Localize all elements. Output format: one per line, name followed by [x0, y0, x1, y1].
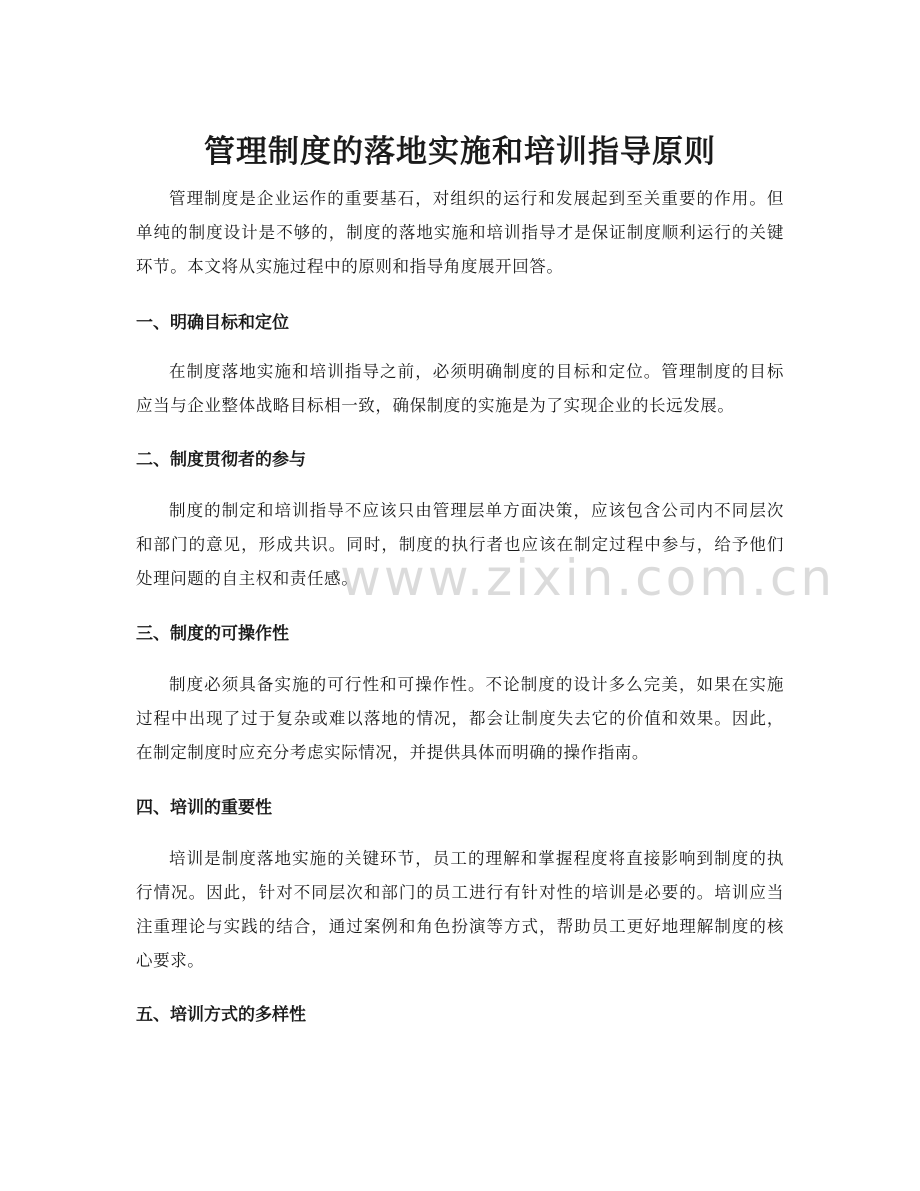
section-1-body: 在制度落地实施和培训指导之前，必须明确制度的目标和定位。管理制度的目标应当与企业整体战略目标相一致，确保制度的实施是为了实现企业的长远发展。	[136, 362, 784, 415]
document-title: 管理制度的落地实施和培训指导原则	[204, 133, 716, 170]
section-3-heading: 三、制度的可操作性	[136, 624, 289, 644]
section-2-heading: 二、制度贯彻者的参与	[136, 450, 306, 470]
intro-paragraph: 管理制度是企业运作的重要基石，对组织的运行和发展起到至关重要的作用。但单纯的制度设计是不够的，制度的落地实施和培训指导才是保证制度顺利运行的关键环节。本文将从实施过程中的原则和指导角度展开回答。	[136, 189, 784, 276]
section-4-heading: 四、培训的重要性	[136, 798, 272, 818]
watermark: www.zixin.com.cn	[340, 549, 836, 607]
section-1-heading: 一、明确目标和定位	[136, 313, 289, 333]
section-5-heading: 五、培训方式的多样性	[136, 1005, 306, 1025]
section-3-body: 制度必须具备实施的可行性和可操作性。不论制度的设计多么完美，如果在实施过程中出现了过于复杂或难以落地的情况，都会让制度失去它的价值和效果。因此，在制定制度时应充分考虑实际情况，并提供具体而明确的操作指南。	[136, 675, 784, 762]
section-2-body: 制度的制定和培训指导不应该只由管理层单方面决策，应该包含公司内不同层次和部门的意见，形成共识。同时，制度的执行者也应该在制定过程中参与，给予他们处理问题的自主权和责任感。	[136, 501, 784, 588]
section-4-body: 培训是制度落地实施的关键环节，员工的理解和掌握程度将直接影响到制度的执行情况。因此，针对不同层次和部门的员工进行有针对性的培训是必要的。培训应当注重理论与实践的结合，通过案例和角色扮演等方式，帮助员工更好地理解制度的核心要求。	[136, 849, 784, 970]
